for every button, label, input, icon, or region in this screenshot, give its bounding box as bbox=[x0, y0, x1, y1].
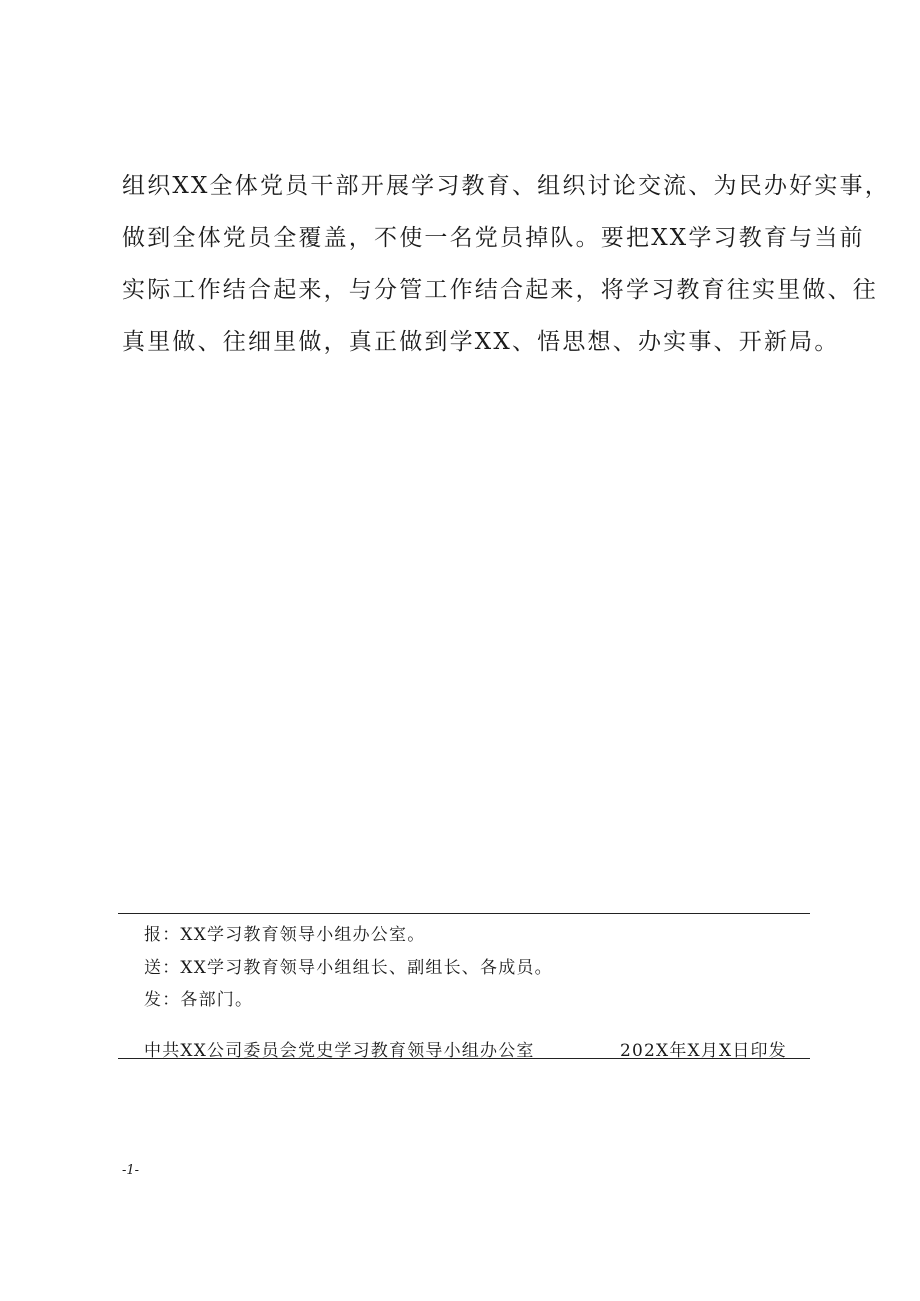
issuing-office: 中共XX公司委员会党史学习教育领导小组办公室 bbox=[144, 1041, 535, 1061]
print-date: 202X年X月X日印发 bbox=[620, 1041, 787, 1061]
body-paragraph bbox=[122, 160, 890, 368]
body-line-2: 做到全体党员全覆盖，不使一名党员掉队。要把XX学习教育与当前 bbox=[122, 225, 865, 251]
send-to-line: 送：XX学习教育领导小组组长、副组长、各成员。 bbox=[144, 958, 553, 978]
distribution-top-rule bbox=[118, 913, 810, 914]
report-to-line: 报：XX学习教育领导小组办公室。 bbox=[144, 925, 426, 945]
page-number: -1- bbox=[122, 1163, 140, 1178]
body-line-4: 真里做、往细里做，真正做到学XX、悟思想、办实事、开新局。 bbox=[122, 329, 840, 355]
issue-to-line: 发：各部门。 bbox=[144, 990, 254, 1010]
body-line-1: 组织XX全体党员干部开展学习教育、组织讨论交流、为民办好实事， bbox=[122, 173, 890, 199]
body-line-3: 实际工作结合起来，与分管工作结合起来，将学习教育往实里做、往 bbox=[122, 277, 878, 303]
footer-bottom-rule bbox=[118, 1058, 810, 1059]
